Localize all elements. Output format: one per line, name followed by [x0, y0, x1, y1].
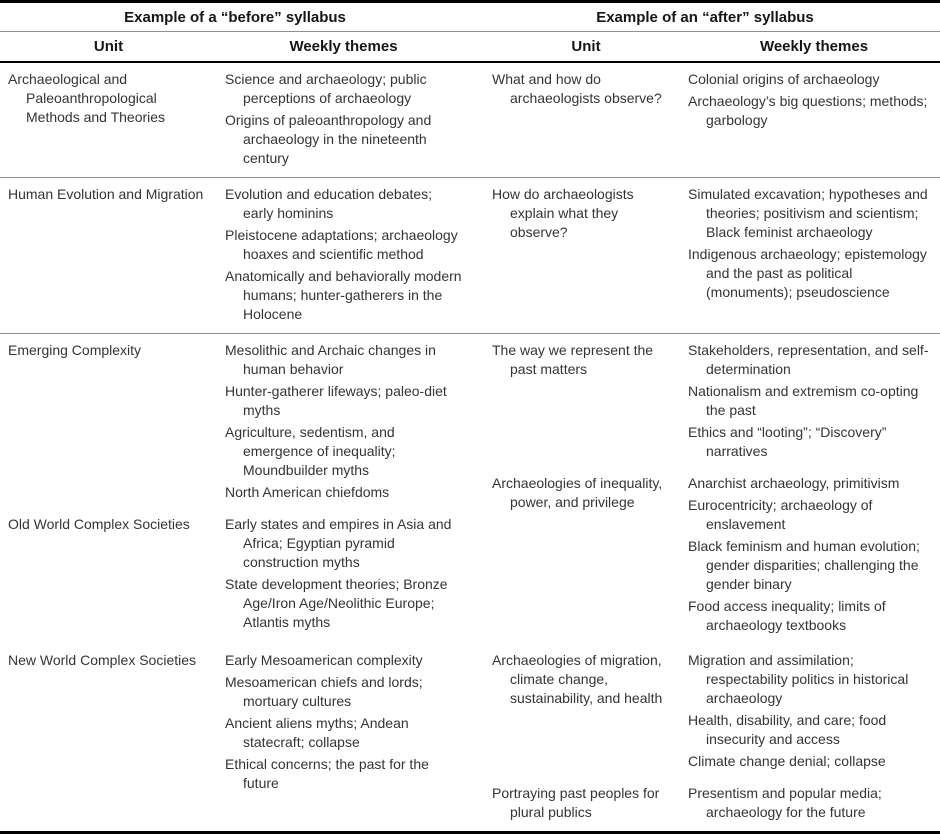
theme-item: Black feminism and human evolution; gender disparities; challenging the gender binary	[688, 538, 920, 592]
span-header-row	[0, 3, 940, 32]
theme-item: Presentism and popular media; archaeology for the future	[688, 785, 882, 820]
before-unit-group	[0, 341, 470, 502]
after-syllabus-header: Example of an “after” syllabus	[596, 9, 814, 26]
theme-item: Ethical concerns; the past for the future	[225, 756, 429, 791]
table-row	[0, 644, 940, 831]
unit-name: Archaeological and Paleoanthropological Methods and Theories	[8, 71, 166, 125]
theme-item: Hunter-gatherer lifeways; paleo-diet myths	[225, 383, 447, 418]
unit-name: New World Complex Societies	[8, 652, 197, 668]
after-unit-group	[470, 341, 940, 461]
table-row	[0, 334, 940, 644]
theme-item: Mesoamerican chiefs and lords; mortuary cultures	[225, 674, 423, 709]
before-unit-group	[0, 185, 470, 324]
after-unit-group	[470, 474, 940, 635]
theme-item: Indigenous archaeology; epistemology and the past as political (monuments); pseudoscience	[688, 246, 927, 300]
theme-item: Mesolithic and Archaic changes in human behavior	[225, 342, 436, 377]
theme-item: Stakeholders, representation, and self-determination	[688, 342, 929, 377]
theme-item: Anatomically and behaviorally modern humans; hunter-gatherers in the Holocene	[225, 268, 462, 322]
table-row	[0, 63, 940, 178]
after-unit-group	[470, 70, 940, 130]
theme-item: Migration and assimilation; respectability politics in historical archaeology	[688, 652, 909, 706]
after-unit-column-header: Unit	[571, 38, 601, 55]
theme-item: Nationalism and extremism co-opting the past	[688, 383, 919, 418]
before-syllabus-header: Example of a “before” syllabus	[124, 9, 346, 26]
theme-item: Eurocentricity; archaeology of enslavement	[688, 497, 873, 532]
theme-item: North American chiefdoms	[225, 484, 390, 500]
unit-name: Human Evolution and Migration	[8, 186, 204, 202]
after-unit-group	[470, 784, 940, 822]
before-unit-group	[0, 515, 470, 632]
theme-item: Ancient aliens myths; Andean statecraft; collapse	[225, 715, 409, 750]
table-row	[0, 178, 940, 334]
theme-item: Origins of paleoanthropology and archaeology in the nineteenth century	[225, 112, 432, 166]
after-themes-column-header: Weekly themes	[759, 38, 869, 55]
after-unit-group	[470, 651, 940, 771]
theme-item: Archaeology’s big questions; methods; garbology	[688, 93, 928, 128]
unit-name: What and how do archaeologists observe?	[492, 71, 662, 106]
theme-item: Early states and empires in Asia and Africa; Egyptian pyramid construction myths	[225, 516, 452, 570]
theme-item: Science and archaeology; public perceptions of archaeology	[225, 71, 427, 106]
theme-item: Ethics and “looting”; “Discovery” narratives	[688, 424, 887, 459]
theme-item: Colonial origins of archaeology	[688, 71, 880, 87]
unit-name: Portraying past peoples for plural publics	[492, 785, 660, 820]
unit-name: Old World Complex Societies	[8, 516, 190, 532]
unit-name: How do archaeologists explain what they observe?	[492, 186, 634, 240]
before-themes-column-header: Weekly themes	[289, 38, 398, 55]
theme-item: Early Mesoamerican complexity	[225, 652, 423, 668]
unit-name: Archaeologies of migration, climate change, sustainability, and health	[492, 652, 663, 706]
unit-name: The way we represent the past matters	[492, 342, 654, 377]
theme-item: Food access inequality; limits of archaeology textbooks	[688, 598, 886, 633]
theme-item: Pleistocene adaptations; archaeology hoaxes and scientific method	[225, 227, 458, 262]
before-unit-column-header: Unit	[93, 38, 124, 55]
theme-item: Evolution and education debates; early hominins	[225, 186, 433, 221]
theme-item: State development theories; Bronze Age/Iron Age/Neolithic Europe; Atlantis myths	[225, 576, 448, 630]
column-header-row	[0, 32, 940, 63]
theme-item: Health, disability, and care; food insecurity and access	[688, 712, 887, 747]
theme-item: Agriculture, sedentism, and emergence of inequality; Moundbuilder myths	[225, 424, 396, 478]
before-unit-group	[0, 651, 470, 793]
unit-name: Archaeologies of inequality, power, and privilege	[492, 475, 663, 510]
unit-name: Emerging Complexity	[8, 342, 142, 358]
theme-item: Climate change denial; collapse	[688, 753, 886, 769]
theme-item: Anarchist archaeology, primitivism	[688, 475, 900, 491]
after-unit-group	[470, 185, 940, 302]
before-unit-group	[0, 70, 470, 168]
theme-item: Simulated excavation; hypotheses and theories; positivism and scientism; Black feminist archaeology	[688, 186, 928, 240]
